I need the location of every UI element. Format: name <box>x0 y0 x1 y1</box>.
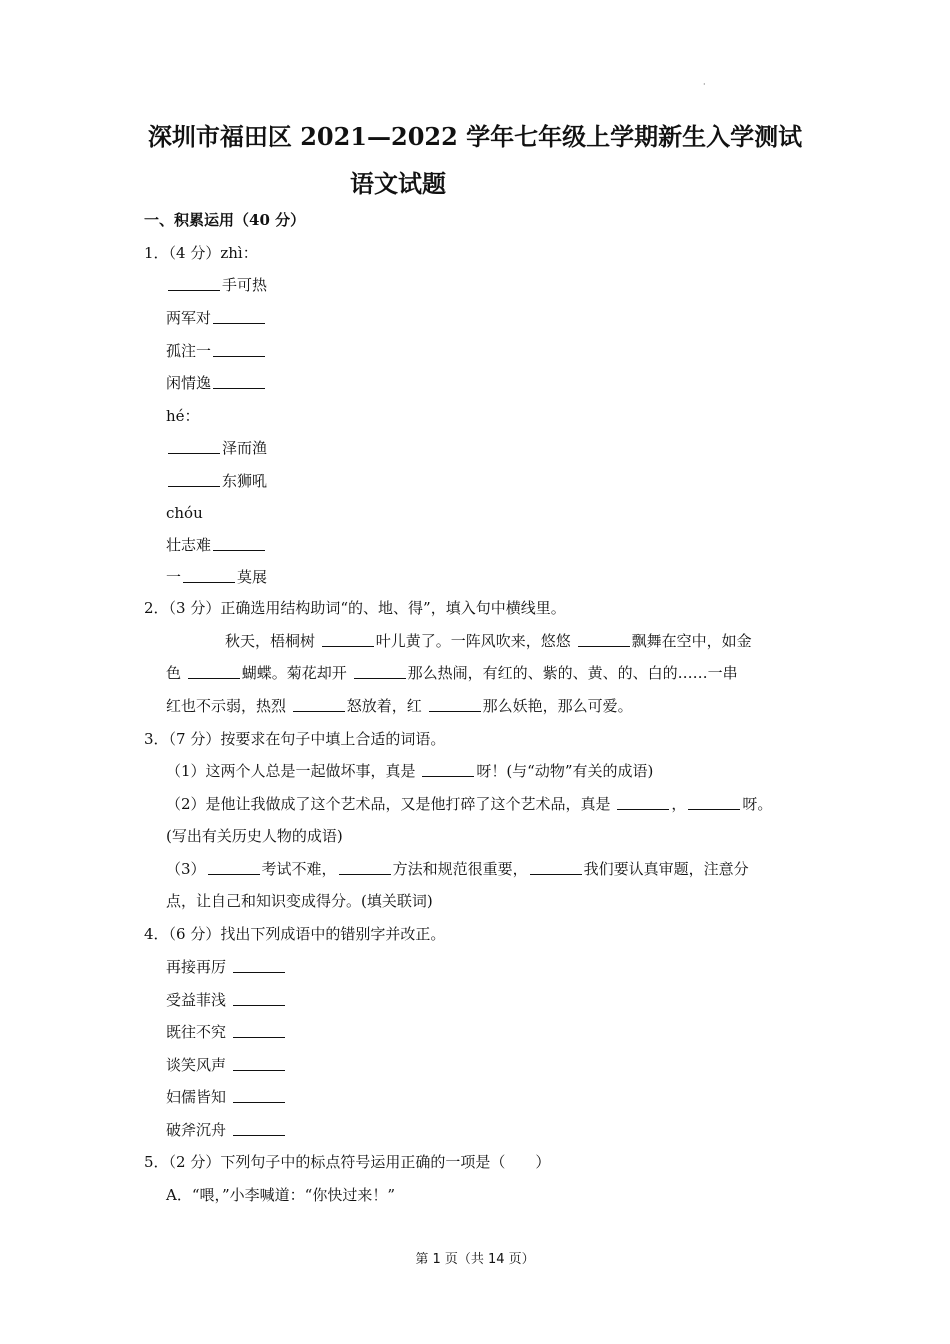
q3-sentence-1: （1）这两个人总是一起做坏事，真是 呀！(与“动物”有关的成语) <box>166 762 654 780</box>
answer-blank[interactable] <box>233 1023 285 1038</box>
page-subtitle: 语文试题 <box>350 169 446 198</box>
q1-zhi-item: 闲情逸 <box>166 373 267 393</box>
q4-idiom-item: 谈笑风声 <box>166 1055 287 1075</box>
q3-sentence-2: （2）是他让我做成了这个艺术品，又是他打碎了这个艺术品，真是 ， 呀。 <box>166 795 773 813</box>
answer-blank[interactable] <box>183 568 235 583</box>
answer-blank[interactable] <box>208 860 260 875</box>
answer-blank[interactable] <box>213 309 265 324</box>
q1-chou-label: chóu <box>166 504 203 522</box>
answer-blank[interactable] <box>233 1121 285 1136</box>
q1-he-item: 东狮吼 <box>166 471 267 491</box>
question-2-stem: 2．（3 分）正确选用结构助词“的、地、得”，填入句中横线里。 <box>144 599 566 617</box>
q1-zhi-item: 两军对 <box>166 308 267 328</box>
answer-blank[interactable] <box>168 276 220 291</box>
answer-blank[interactable] <box>578 632 630 647</box>
q4-idiom-item: 破斧沉舟 <box>166 1120 287 1140</box>
answer-blank[interactable] <box>293 697 345 712</box>
answer-blank[interactable] <box>213 374 265 389</box>
q3-sentence-3-cont: 点，让自己和知识变成得分。(填关联词) <box>166 892 433 910</box>
q1-he-label: hé： <box>166 407 200 425</box>
q1-he-item: 泽而渔 <box>166 438 267 458</box>
answer-blank[interactable] <box>322 632 374 647</box>
q2-passage-line: 色 蝴蝶。菊花却开 那么热闹，有红的、紫的、黄、的、白的……一串 <box>166 664 738 682</box>
q4-idiom-item: 既往不究 <box>166 1022 287 1042</box>
answer-blank[interactable] <box>688 795 740 810</box>
answer-blank[interactable] <box>530 860 582 875</box>
question-5-stem: 5．（2 分）下列句子中的标点符号运用正确的一项是（ ） <box>144 1153 551 1171</box>
q2-passage-line: 红也不示弱，热烈 怒放着，红 那么妖艳，那么可爱。 <box>166 697 633 715</box>
answer-blank[interactable] <box>429 697 481 712</box>
q5-option-a[interactable]: A．“喂，”小李喊道：“你快过来！” <box>166 1186 396 1204</box>
answer-blank[interactable] <box>422 762 474 777</box>
answer-blank[interactable] <box>339 860 391 875</box>
answer-blank[interactable] <box>213 536 265 551</box>
answer-blank[interactable] <box>188 664 240 679</box>
answer-blank[interactable] <box>168 439 220 454</box>
q1-zhi-item: 孤注一 <box>166 341 267 361</box>
answer-blank[interactable] <box>213 342 265 357</box>
section-heading: 一、积累运用（40 分） <box>144 211 306 229</box>
q3-sentence-3: （3） 考试不难， 方法和规范很重要， 我们要认真审题，注意分 <box>166 860 749 878</box>
question-4-stem: 4．（6 分）找出下列成语中的错别字并改正。 <box>144 925 446 943</box>
q4-idiom-item: 受益菲浅 <box>166 990 287 1010</box>
answer-blank[interactable] <box>354 664 406 679</box>
answer-blank[interactable] <box>233 1056 285 1071</box>
page-number: 第 1 页（共 14 页） <box>415 1252 535 1267</box>
q3-sentence-2-note: (写出有关历史人物的成语) <box>166 827 343 845</box>
stray-dot: · <box>703 80 706 89</box>
question-3-stem: 3．（7 分）按要求在句子中填上合适的词语。 <box>144 730 446 748</box>
answer-blank[interactable] <box>233 991 285 1006</box>
q1-chou-item: 壮志难 <box>166 535 267 555</box>
q1-chou-item: 一 莫展 <box>166 568 268 586</box>
answer-blank[interactable] <box>233 958 285 973</box>
page-title: 深圳市福田区 2021—2022 学年七年级上学期新生入学测试 <box>147 122 803 151</box>
q2-passage-line: 秋天，梧桐树 叶儿黄了。一阵风吹来，悠悠 飘舞在空中，如金 <box>225 632 752 650</box>
answer-blank[interactable] <box>617 795 669 810</box>
q1-zhi-item: 手可热 <box>166 275 267 295</box>
q4-idiom-item: 妇儒皆知 <box>166 1087 287 1107</box>
answer-blank[interactable] <box>233 1088 285 1103</box>
answer-blank[interactable] <box>168 472 220 487</box>
q4-idiom-item: 再接再厉 <box>166 957 287 977</box>
question-1-stem: 1．（4 分）zhì： <box>144 244 258 262</box>
